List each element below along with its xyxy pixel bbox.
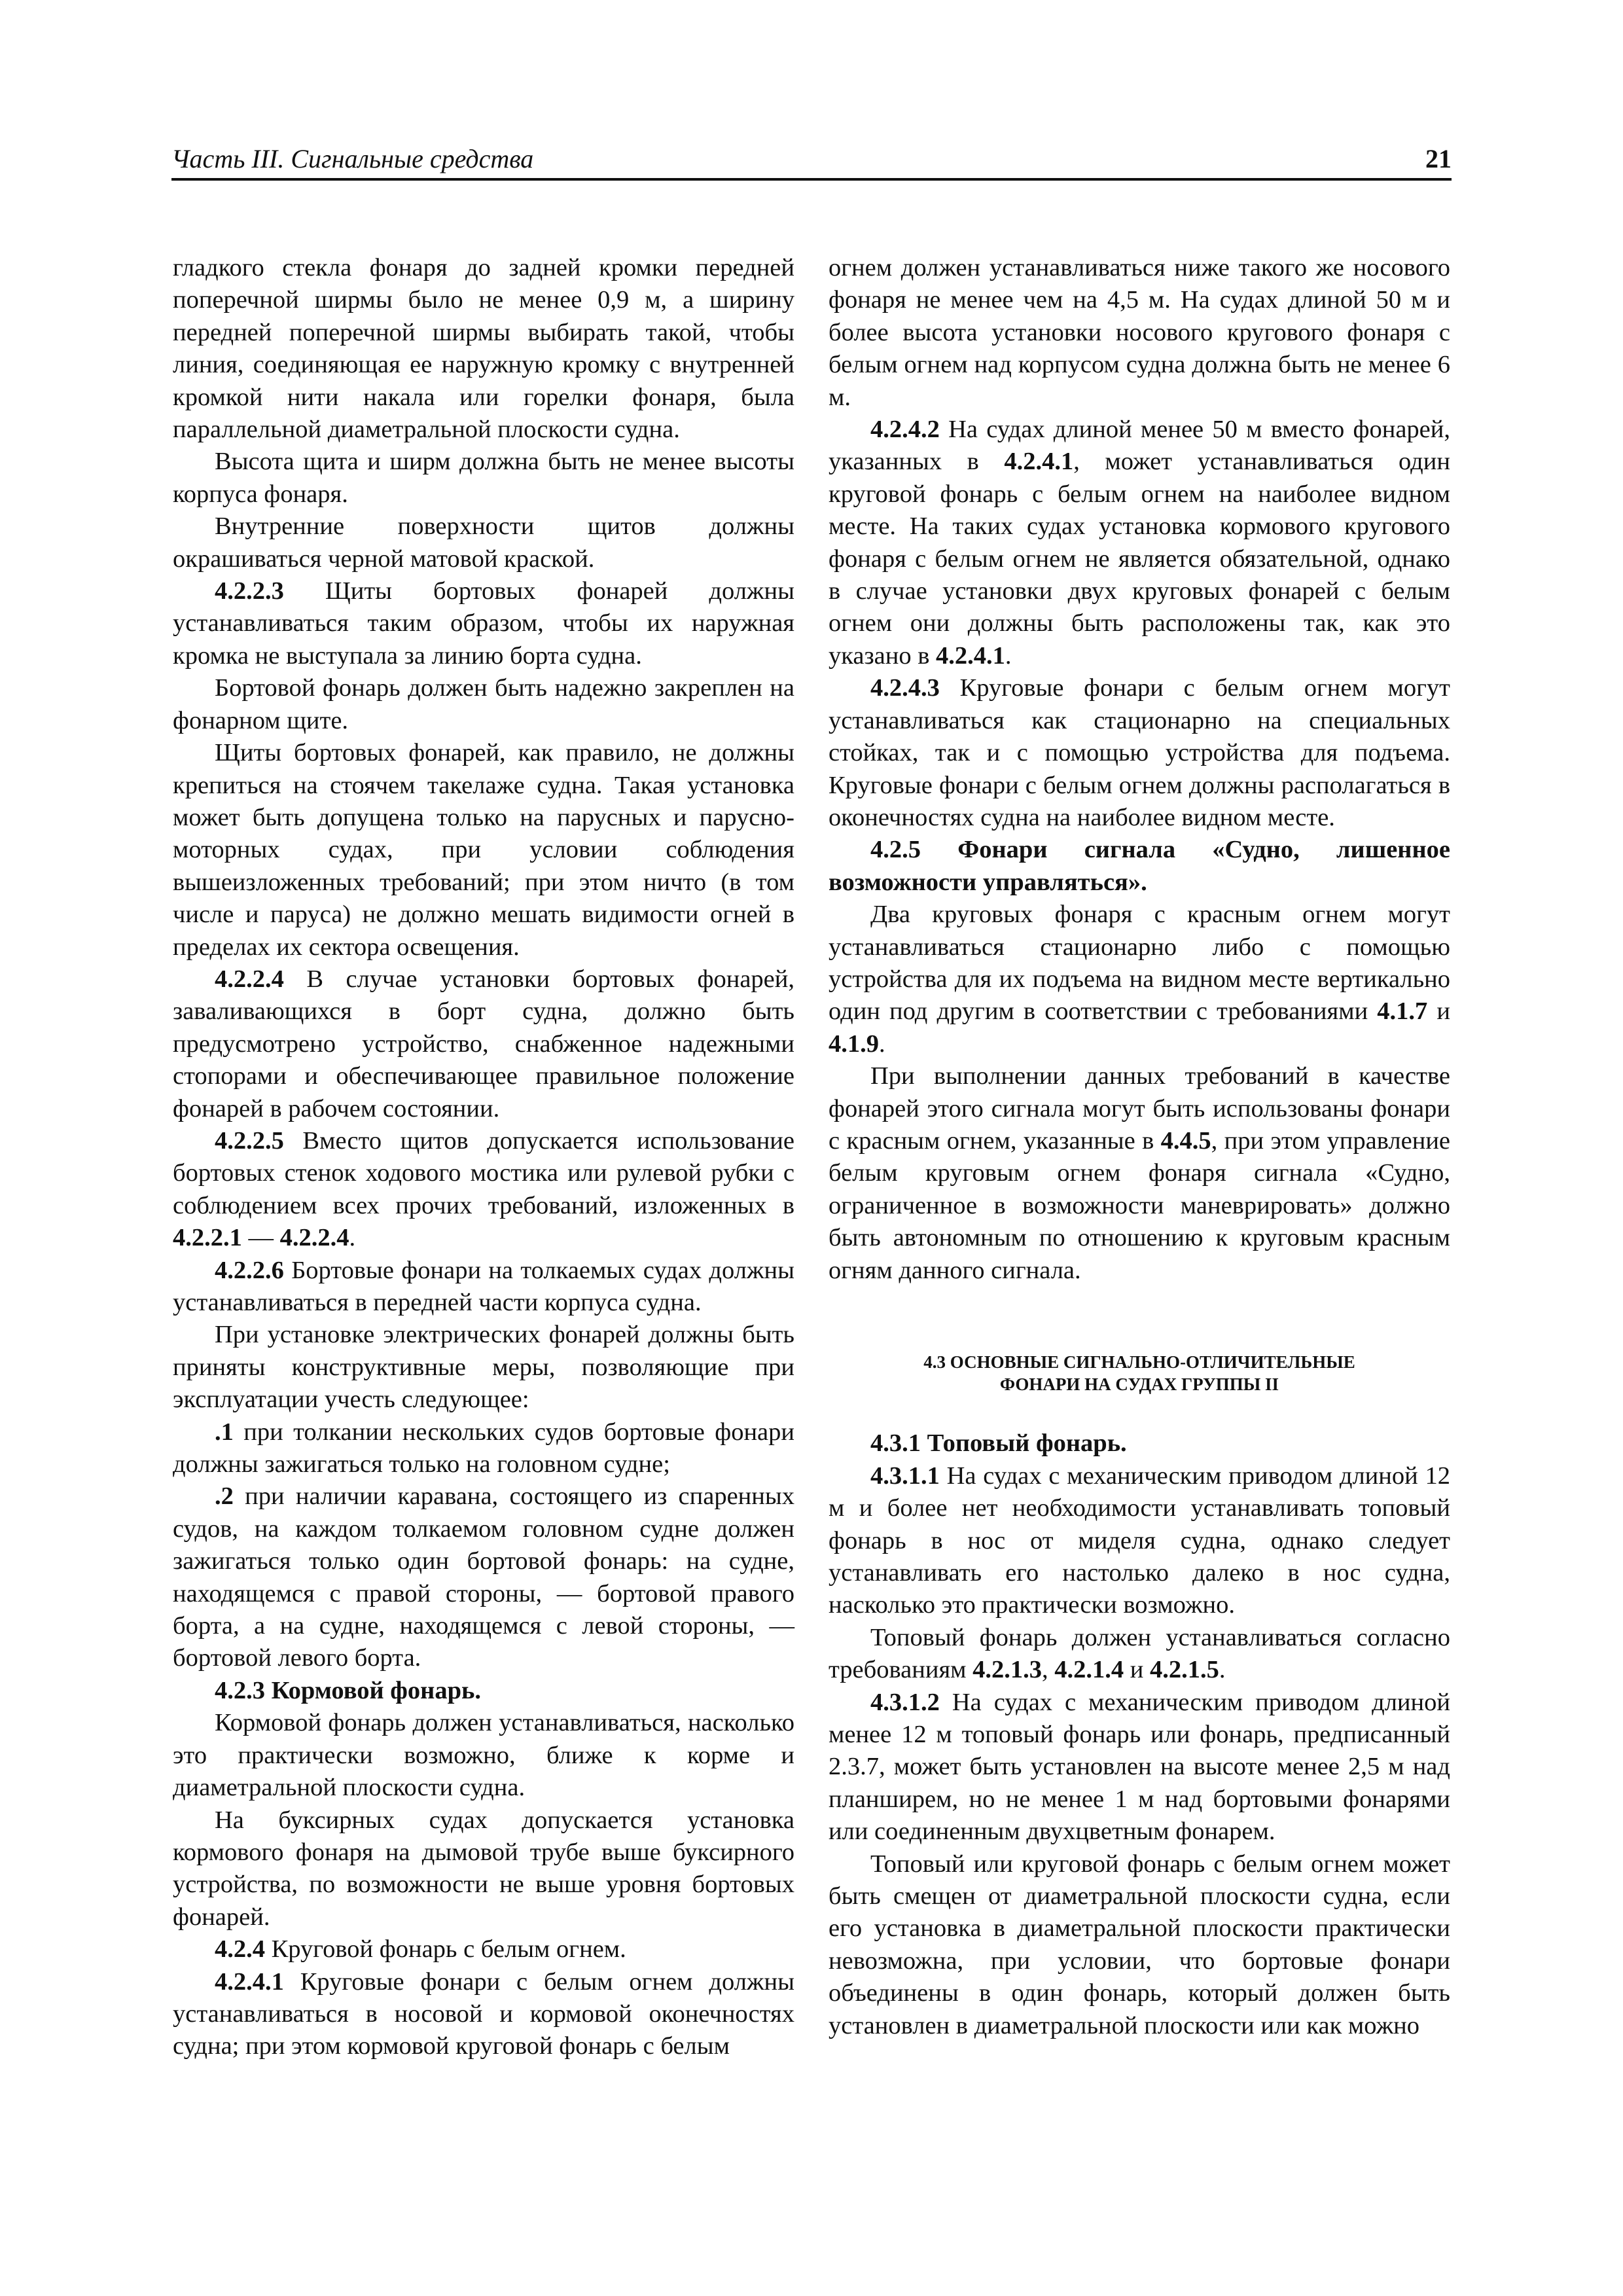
paragraph-text: Бортовые фонари на толкаемых судах должны устанавливаться в передней части корпуса судна. (173, 1256, 794, 1316)
right-column (829, 252, 1450, 2042)
chapter-heading-line: 4.3 ОСНОВНЫЕ СИГНАЛЬНО-ОТЛИЧИТЕЛЬНЫЕ (923, 1352, 1355, 1372)
clause-reference: 4.2.2.4 (279, 1224, 349, 1252)
paragraph (173, 963, 794, 1125)
paragraph-text: Круговые фонари с белым огнем должны устанавливаться в носовой и кормовой оконечностях судна; при этом кормовой круговой фонарь с белым (173, 1967, 794, 2060)
section-heading-text: 4.2.5 Фонари сигнала «Судно, лишенное возможности управляться». (829, 836, 1450, 896)
paragraph: огнем должен устанавливаться ниже такого же носового фонаря не менее чем на 4,5 м. На судах длиной 50 м и более высота установки носового кругового фонаря с белым огнем над корпусом судна должна быть не менее 6 м. (829, 254, 1450, 411)
section-heading (829, 834, 1450, 899)
paragraph (829, 1060, 1450, 1287)
clause-number: 4.2.4.2 (870, 416, 940, 444)
running-header (171, 143, 1452, 181)
clause-number: 4.2.4.1 (215, 1967, 284, 1996)
spacer (829, 1287, 1450, 1351)
paragraph (829, 1622, 1450, 1687)
paragraph: Кормовой фонарь должен устанавливаться, насколько это практически возможно, ближе к корме и диаметральной плоскости судна. (173, 1709, 794, 1802)
clause-number: 4.2.2.6 (215, 1256, 284, 1284)
paragraph-text: Щиты бортовых фонарей должны устанавливаться таким образом, чтобы их наружная кромка не выступала за линию борта судна. (173, 577, 794, 670)
clause-reference: 4.1.7 (1377, 997, 1428, 1026)
paragraph-text: На судах с механическим приводом длиной 12 м и более нет необходимости устанавливать топовый фонарь в нос от миделя судна, однако следует устанавливать его настолько далеко в нос судна, насколько это практически возможно. (829, 1462, 1450, 1619)
section-heading (829, 1427, 1450, 1460)
paragraph-text: и (1124, 1656, 1150, 1684)
clause-reference: 4.2.2.1 (173, 1224, 242, 1252)
paragraph-text: , (1042, 1656, 1055, 1684)
section-heading (173, 1933, 794, 1965)
paragraph-text: . (1219, 1656, 1226, 1684)
section-heading-text: 4.2.3 Кормовой фонарь. (215, 1676, 482, 1704)
paragraph (173, 575, 794, 672)
paragraph-text: . (349, 1224, 356, 1252)
paragraph (829, 672, 1450, 834)
header-title: Часть III. Сигнальные средства (171, 144, 534, 173)
spacer (829, 1395, 1450, 1427)
paragraph-text: . (1005, 641, 1012, 670)
clause-reference: 4.2.4.1 (1004, 448, 1074, 476)
paragraph (173, 1255, 794, 1319)
section-heading-text: 4.3.1 Топовый фонарь. (870, 1429, 1127, 1458)
list-number: .2 (215, 1482, 234, 1511)
paragraph (829, 1687, 1450, 1848)
paragraph-text: В случае установки бортовых фонарей, заваливающихся в борт судна, должно быть предусмотрено устройство, снабженное надежными стопорами и обеспечивающее правильное положение фонарей в рабочем состоянии. (173, 965, 794, 1122)
list-item (173, 1416, 794, 1481)
clause-reference: 4.2.1.3 (972, 1656, 1043, 1684)
paragraph: На буксирных судах допускается установка кормового фонаря на дымовой трубе выше буксирного устройства, по возможности не выше уровня бортовых фонарей. (173, 1806, 794, 1931)
paragraph-text: Круговые фонари с белым огнем могут устанавливаться как стационарно на специальных стойках, так и с помощью устройства для подъема. Круговые фонари с белым огнем должны располагаться в оконечностях судна на наиболее видном месте. (829, 674, 1450, 831)
dash-text: — (241, 1224, 280, 1252)
clause-number: 4.2.2.4 (215, 965, 284, 993)
paragraph-text: . (879, 1030, 885, 1058)
paragraph-text: Вместо щитов допускается использование бортовых стенок ходового мостика или рулевой рубки с соблюдением всех прочих требований, изложенных в (173, 1126, 794, 1219)
clause-number: 4.2.4.3 (870, 674, 940, 702)
paragraph-text: На судах с механическим приводом длиной менее 12 м топовый фонарь или фонарь, предписанный 2.3.7, может быть установлен на высоте менее 2,5 м над планширем, но не менее 1 м над бортовыми фонарями или соединенным двухцветным фонарем. (829, 1688, 1450, 1846)
clause-reference: 4.2.1.4 (1054, 1656, 1124, 1684)
paragraph (173, 1966, 794, 2063)
paragraph: Бортовой фонарь должен быть надежно закреплен на фонарном щите. (173, 674, 794, 734)
paragraph (829, 899, 1450, 1060)
paragraph: гладкого стекла фонаря до задней кромки передней поперечной ширмы было не менее 0,9 м, а ширину передней поперечной ширмы выбирать такой, чтобы линия, соединяющая ее наружную кромку с внутренней кромкой нити накала или горелки фонаря, была параллельной диаметральной плоскости судна. (173, 254, 794, 444)
paragraph (829, 414, 1450, 672)
list-number: .1 (215, 1418, 234, 1446)
paragraph-text: При выполнении данных требований в качестве фонарей этого сигнала могут быть использованы фонари с красным огнем, указанные в (829, 1062, 1450, 1155)
clause-reference: 4.4.5 (1160, 1126, 1211, 1155)
list-text: при наличии каравана, состоящего из спаренных судов, на каждом толкаемом головном судне должен зажигаться только один бортовой фонарь: на судне, находящемся с правой стороны, — бортовой правого борта, а на судне, находящемся с левой стороны, — бортовой левого борта. (173, 1482, 794, 1672)
clause-reference: 4.2.4.1 (936, 641, 1005, 670)
clause-reference: 4.1.9 (829, 1030, 879, 1058)
section-heading-text: Круговой фонарь с белым огнем. (265, 1935, 626, 1964)
chapter-heading-line: ФОНАРИ НА СУДАХ ГРУППЫ II (999, 1374, 1279, 1394)
paragraph-text: Два круговых фонаря с красным огнем могут устанавливаться стационарно либо с помощью устройства для их подъема на видном месте вертикально один под другим в соответствии с требованиями (829, 901, 1450, 1026)
chapter-heading (829, 1351, 1450, 1395)
paragraph: Высота щита и ширм должна быть не менее высоты корпуса фонаря. (173, 448, 794, 508)
paragraph-text: На судах длиной менее 50 м вместо фонарей, указанных в (829, 416, 1450, 476)
clause-number: 4.2.4 (215, 1935, 265, 1964)
paragraph: При установке электрических фонарей должны быть приняты конструктивные меры, позволяющие при эксплуатации учесть следующее: (173, 1321, 794, 1414)
clause-reference: 4.2.1.5 (1150, 1656, 1219, 1684)
clause-number: 4.2.2.3 (215, 577, 284, 605)
paragraph-text: и (1427, 997, 1450, 1026)
paragraph-text: , может устанавливаться один круговой фонарь с белым огнем на наиболее видном месте. На таких судах установка кормового кругового фонаря с белым огнем не является обязательной, однако в случае установки двух круговых фонарей с белым огнем они должны быть расположены так, как это указано в (829, 448, 1450, 670)
paragraph: Щиты бортовых фонарей, как правило, не должны крепиться на стоячем такелаже судна. Такая установка может быть допущена только на парусных и парусно-моторных судах, при условии соблюдения вышеизложенных требований; при этом ничто (в том числе и паруса) не должно мешать видимости огней в пределах их сектора освещения. (173, 739, 794, 961)
clause-number: 4.3.1.2 (870, 1688, 940, 1716)
section-heading (173, 1675, 794, 1707)
paragraph: Внутренние поверхности щитов должны окрашиваться черной матовой краской. (173, 512, 794, 573)
left-column (173, 252, 794, 2063)
paragraph (173, 1125, 794, 1255)
clause-number: 4.3.1.1 (870, 1462, 940, 1490)
clause-number: 4.2.2.5 (215, 1126, 284, 1155)
paragraph-text: Топовый фонарь должен устанавливаться согласно требованиям (829, 1623, 1450, 1684)
list-item (173, 1480, 794, 1674)
list-text: при толкании нескольких судов бортовые фонари должны зажигаться только на головном судне; (173, 1418, 794, 1479)
page-number: 21 (1425, 144, 1452, 173)
paragraph: Топовый или круговой фонарь с белым огнем может быть смещен от диаметральной плоскости судна, если его установка в диаметральной плоскости практически невозможна, при условии, что бортовые фонари объединены в один фонарь, который должен быть установлен в диаметральной плоскости или как можно (829, 1850, 1450, 2039)
paragraph-text: , при этом управление белым круговым огнем фонаря сигнала «Судно, ограниченное в возможности маневрировать» должно быть автономным по отношению к круговым красным огням данного сигнала. (829, 1126, 1451, 1284)
paragraph (829, 1460, 1450, 1622)
